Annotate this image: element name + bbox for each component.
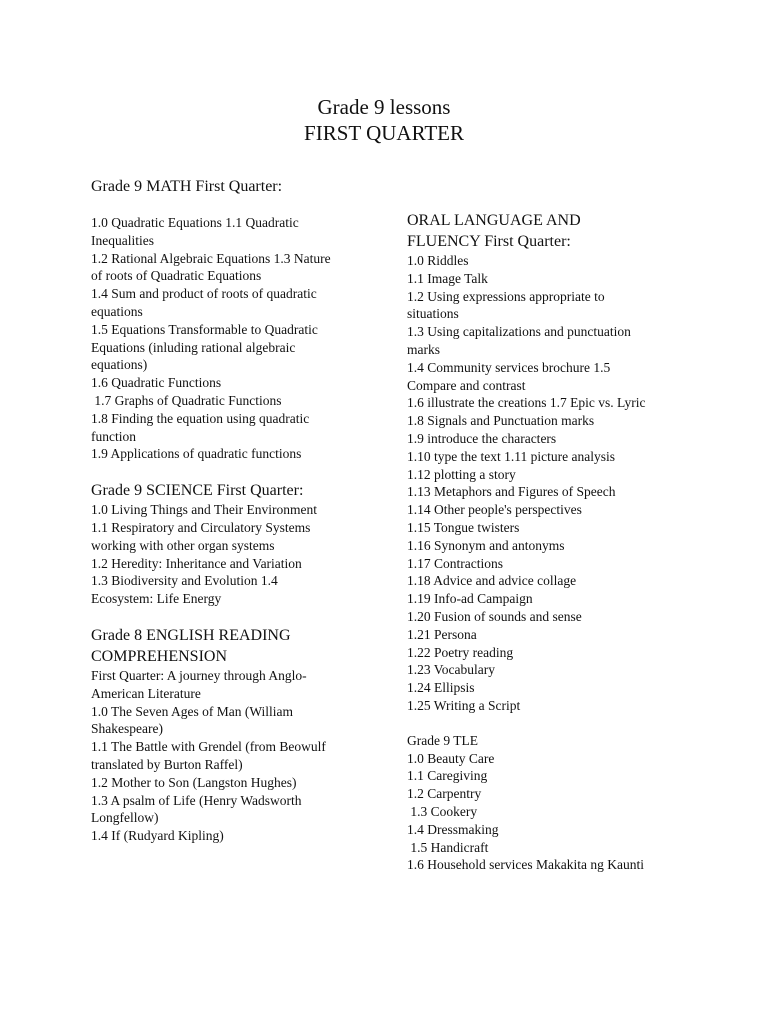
list-item: 1.16 Synonym and antonyms	[407, 537, 565, 553]
list-item: 1.7 Graphs of Quadratic Functions	[91, 392, 282, 408]
list-item: 1.18 Advice and advice collage	[407, 573, 577, 589]
list-item: 1.22 Poetry reading	[407, 644, 514, 660]
list-item: working with other organ systems	[91, 537, 275, 553]
science-heading: Grade 9 SCIENCE First Quarter:	[91, 482, 304, 500]
right-column	[407, 210, 697, 874]
list-item: 1.24 Ellipsis	[407, 680, 475, 696]
list-item: 1.4 If (Rudyard Kipling)	[91, 828, 224, 844]
list-item: 1.3 Cookery	[407, 803, 478, 819]
list-item: 1.0 The Seven Ages of Man (William	[91, 703, 294, 719]
list-item: 1.1 Image Talk	[407, 270, 488, 286]
science-list	[91, 501, 371, 608]
list-item: 1.4 Sum and product of roots of quadratic	[91, 286, 317, 302]
tle-heading: Grade 9 TLE	[407, 732, 478, 748]
list-item: Longfellow)	[91, 810, 159, 826]
list-item: 1.6 Household services Makakita ng Kaunti	[407, 857, 644, 873]
list-item: 1.19 Info-ad Campaign	[407, 591, 533, 607]
list-item: 1.15 Tongue twisters	[407, 519, 520, 535]
list-item: 1.20 Fusion of sounds and sense	[407, 608, 582, 624]
list-item: marks	[407, 341, 440, 357]
list-item: 1.1 Respiratory and Circulatory Systems	[91, 519, 311, 535]
list-item: 1.2 Carpentry	[407, 786, 482, 802]
list-item: 1.5 Handicraft	[407, 839, 489, 855]
english-heading-line2: COMPREHENSION	[91, 647, 228, 665]
oral-list	[407, 252, 697, 715]
list-item: 1.3 A psalm of Life (Henry Wadsworth	[91, 792, 302, 808]
oral-heading-line2: FLUENCY First Quarter:	[407, 233, 571, 250]
list-item: 1.10 type the text 1.11 picture analysis	[407, 448, 615, 464]
list-item: of roots of Quadratic Equations	[91, 268, 262, 284]
list-item: 1.12 plotting a story	[407, 466, 516, 482]
list-item: 1.9 Applications of quadratic functions	[91, 446, 302, 462]
list-item: function	[91, 428, 136, 444]
list-item: 1.3 Using capitalizations and punctuation	[407, 324, 631, 340]
list-item: equations)	[91, 357, 148, 373]
list-item: 1.17 Contractions	[407, 555, 503, 571]
list-item: 1.0 Quadratic Equations 1.1 Quadratic	[91, 215, 299, 230]
list-item: translated by Burton Raffel)	[91, 756, 243, 772]
tle-list	[407, 750, 697, 875]
oral-heading-line1: ORAL LANGUAGE AND	[407, 212, 581, 229]
math-heading: Grade 9 MATH First Quarter:	[91, 178, 283, 195]
list-item: 1.1 Caregiving	[407, 768, 488, 784]
list-item: 1.25 Writing a Script	[407, 697, 521, 713]
list-item: Ecosystem: Life Energy	[91, 591, 222, 607]
list-item: 1.0 Beauty Care	[407, 750, 495, 766]
list-item: 1.13 Metaphors and Figures of Speech	[407, 484, 616, 500]
list-item: First Quarter: A journey through Anglo-	[91, 667, 307, 683]
left-column	[91, 176, 371, 845]
list-item: 1.9 introduce the characters	[407, 430, 557, 446]
list-item: Shakespeare)	[91, 721, 163, 737]
list-item: 1.4 Dressmaking	[407, 821, 499, 837]
list-item: 1.8 Finding the equation using quadratic	[91, 410, 310, 426]
list-item: 1.0 Riddles	[407, 253, 469, 268]
list-item: Inequalities	[91, 232, 154, 248]
list-item: Equations (inluding rational algebraic	[91, 339, 296, 355]
list-item: 1.2 Using expressions appropriate to	[407, 288, 605, 304]
list-item: 1.21 Persona	[407, 626, 477, 642]
list-item: 1.6 Quadratic Functions	[91, 375, 222, 391]
list-item: 1.3 Biodiversity and Evolution 1.4	[91, 573, 278, 589]
list-item: 1.1 The Battle with Grendel (from Beowulf	[91, 739, 326, 755]
list-item: 1.2 Rational Algebraic Equations 1.3 Nature	[91, 250, 331, 266]
list-item: 1.23 Vocabulary	[407, 662, 495, 678]
list-item: 1.8 Signals and Punctuation marks	[407, 413, 595, 429]
list-item: American Literature	[91, 685, 201, 701]
document-subtitle: FIRST QUARTER	[304, 121, 464, 145]
list-item: 1.14 Other people's perspectives	[407, 502, 582, 518]
list-item: 1.5 Equations Transformable to Quadratic	[91, 321, 318, 337]
list-item: situations	[407, 306, 459, 322]
list-item: equations	[91, 303, 143, 319]
list-item: 1.4 Community services brochure 1.5	[407, 359, 611, 375]
list-item: 1.0 Living Things and Their Environment	[91, 502, 317, 518]
list-item: Compare and contrast	[407, 377, 526, 393]
list-item: 1.2 Heredity: Inheritance and Variation	[91, 555, 302, 571]
list-item: 1.2 Mother to Son (Langston Hughes)	[91, 774, 297, 790]
list-item: 1.6 illustrate the creations 1.7 Epic vs. Lyric	[407, 395, 646, 411]
math-list	[91, 214, 371, 463]
document-title: Grade 9 lessons	[317, 95, 451, 119]
english-heading-line1: Grade 8 ENGLISH READING	[91, 626, 291, 644]
english-list	[91, 667, 371, 845]
